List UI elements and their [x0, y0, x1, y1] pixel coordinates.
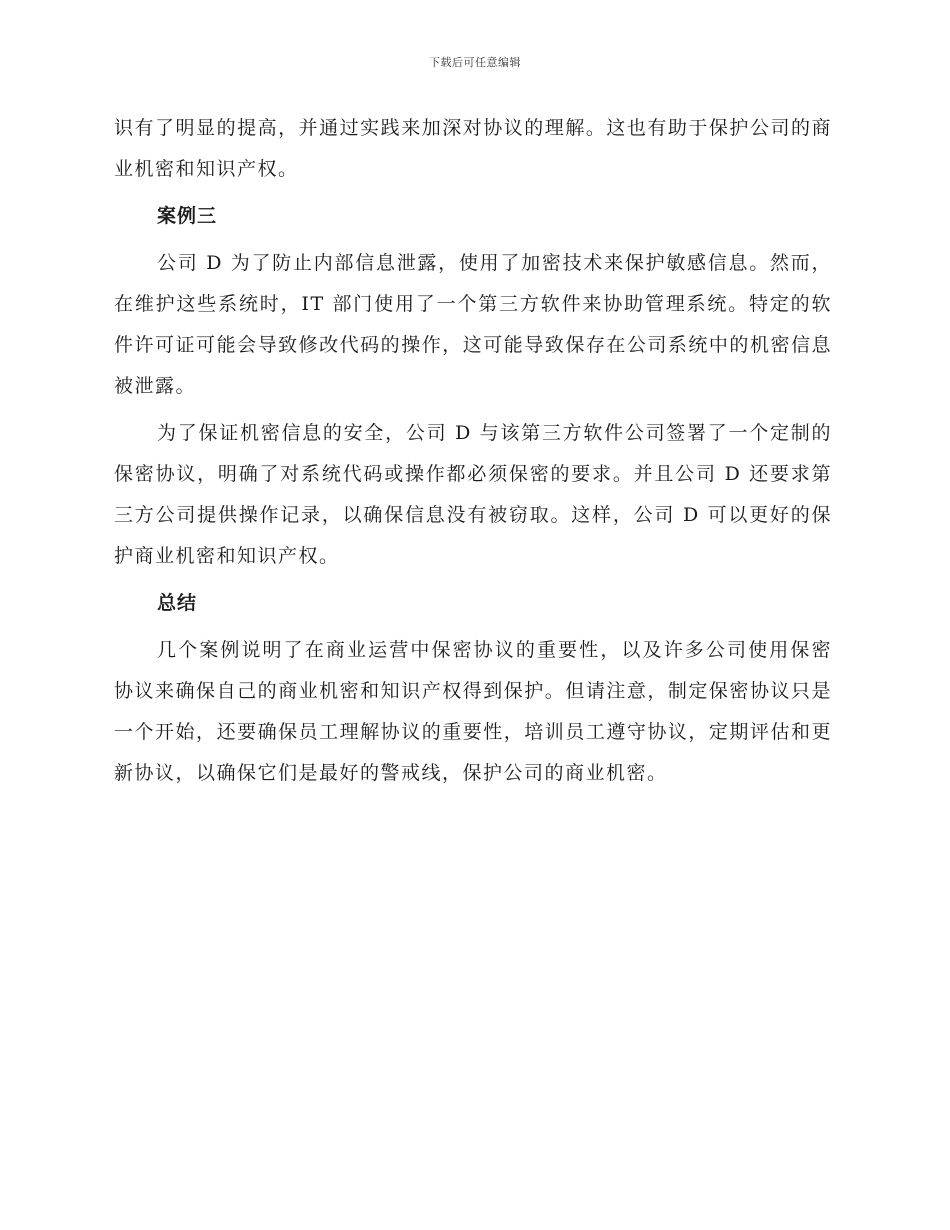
paragraph-case-three-1: 公司 D 为了防止内部信息泄露，使用了加密技术来保护敏感信息。然而，在维护这些系统时，IT 部门使用了一个第三方软件来协助管理系统。特定的软件许可证可能会导致修改代码的操作，这可能导致保存在公司系统中的机密信息被泄露。: [114, 252, 832, 397]
document-body: [114, 108, 832, 800]
paragraph-summary: 几个案例说明了在商业运营中保密协议的重要性，以及许多公司使用保密协议来确保自己的商业机密和知识产权得到保护。但请注意，制定保密协议只是一个开始，还要确保员工理解协议的重要性，培训员工遵守协议，定期评估和更新协议，以确保它们是最好的警戒线，保护公司的商业机密。: [114, 639, 832, 784]
section-heading-summary: 总结: [157, 592, 198, 614]
paragraph-case-three-2: 为了保证机密信息的安全，公司 D 与该第三方软件公司签署了一个定制的保密协议，明确了对系统代码或操作都必须保密的要求。并且公司 D 还要求第三方公司提供操作记录，以确保信息没有被窃取。这样，公司 D 可以更好的保护商业机密和知识产权。: [114, 422, 832, 567]
paragraph-continuation: 识有了明显的提高，并通过实践来加深对协议的理解。这也有助于保护公司的商业机密和知识产权。: [114, 117, 832, 180]
section-heading-case-three: 案例三: [157, 205, 218, 227]
page-header: 下载后可任意编辑: [429, 56, 521, 69]
